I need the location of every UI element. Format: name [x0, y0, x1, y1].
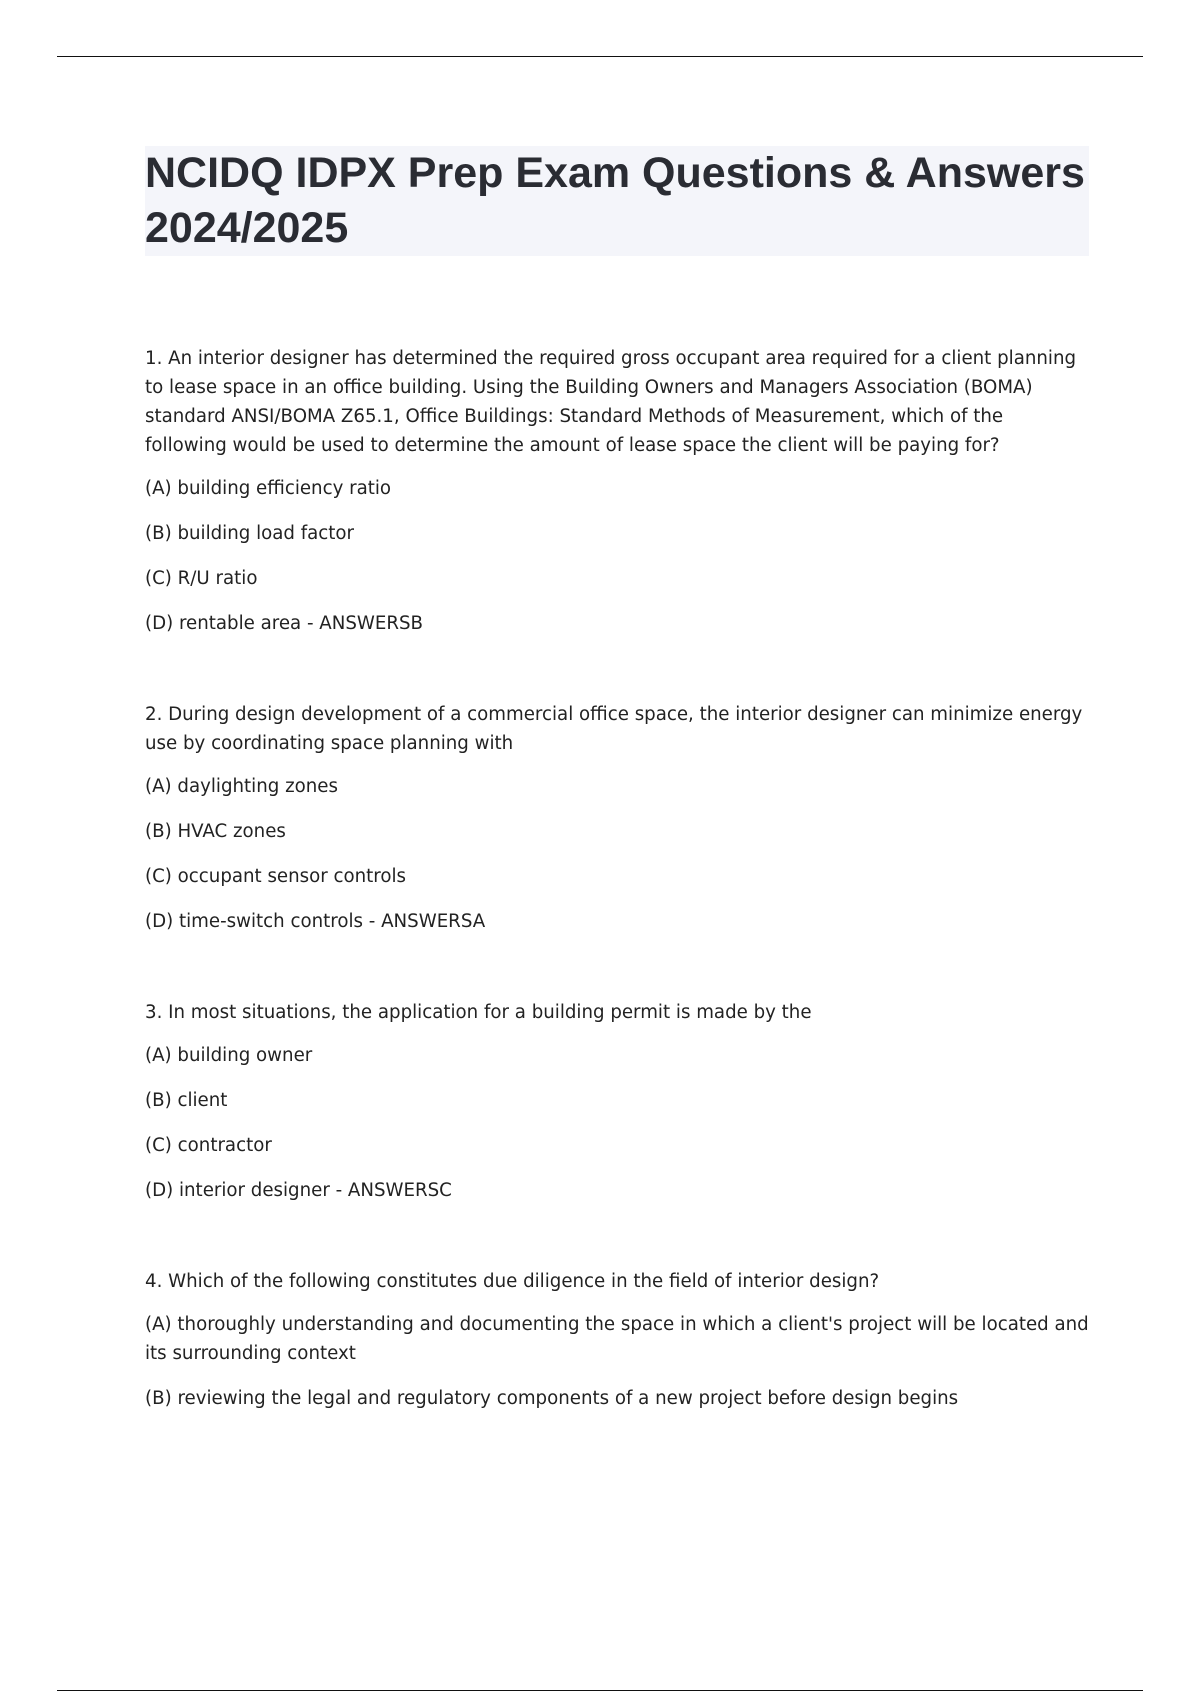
option-a: (A) building efficiency ratio [145, 478, 392, 499]
question-2 [145, 700, 1090, 936]
question-4 [145, 1267, 1090, 1413]
question-text: 3. In most situations, the application for a building permit is made by the [145, 1002, 812, 1023]
document-title: NCIDQ IDPX Prep Exam Questions & Answers 2024/2025 [145, 149, 1085, 252]
question-3 [145, 998, 1090, 1205]
option-b: (B) reviewing the legal and regulatory components of a new project before design begins [145, 1388, 959, 1409]
option-a: (A) daylighting zones [145, 776, 338, 797]
title-block [145, 146, 1089, 256]
option-c: (C) R/U ratio [145, 568, 258, 589]
question-text: 1. An interior designer has determined the required gross occupant area required for a client planning to lease space in an office building. Using the Building Owners and Managers Association (BOMA) standard ANSI/BOMA Z65.1, Office Buildings: Standard Methods of Measurement, which of the following would be used to determine the amount of lease space the client will be paying for? [145, 348, 1077, 456]
option-a: (A) thoroughly understanding and documenting the space in which a client's project will be located and its surrounding context [145, 1314, 1089, 1364]
option-d-answer: (D) time-switch controls - ANSWERSA [145, 911, 486, 932]
option-d-answer: (D) rentable area - ANSWERSB [145, 613, 424, 634]
option-b: (B) client [145, 1090, 228, 1111]
option-b: (B) HVAC zones [145, 821, 286, 842]
bottom-rule [57, 1690, 1143, 1691]
top-rule [57, 56, 1143, 57]
question-text: 2. During design development of a commercial office space, the interior designer can minimize energy use by coordinating space planning with [145, 704, 1083, 754]
option-c: (C) occupant sensor controls [145, 866, 407, 887]
question-1 [145, 344, 1090, 638]
questions-list [145, 344, 1090, 1475]
option-b: (B) building load factor [145, 523, 355, 544]
question-text: 4. Which of the following constitutes due diligence in the field of interior design? [145, 1271, 880, 1292]
option-a: (A) building owner [145, 1045, 313, 1066]
option-d-answer: (D) interior designer - ANSWERSC [145, 1180, 452, 1201]
option-c: (C) contractor [145, 1135, 272, 1156]
